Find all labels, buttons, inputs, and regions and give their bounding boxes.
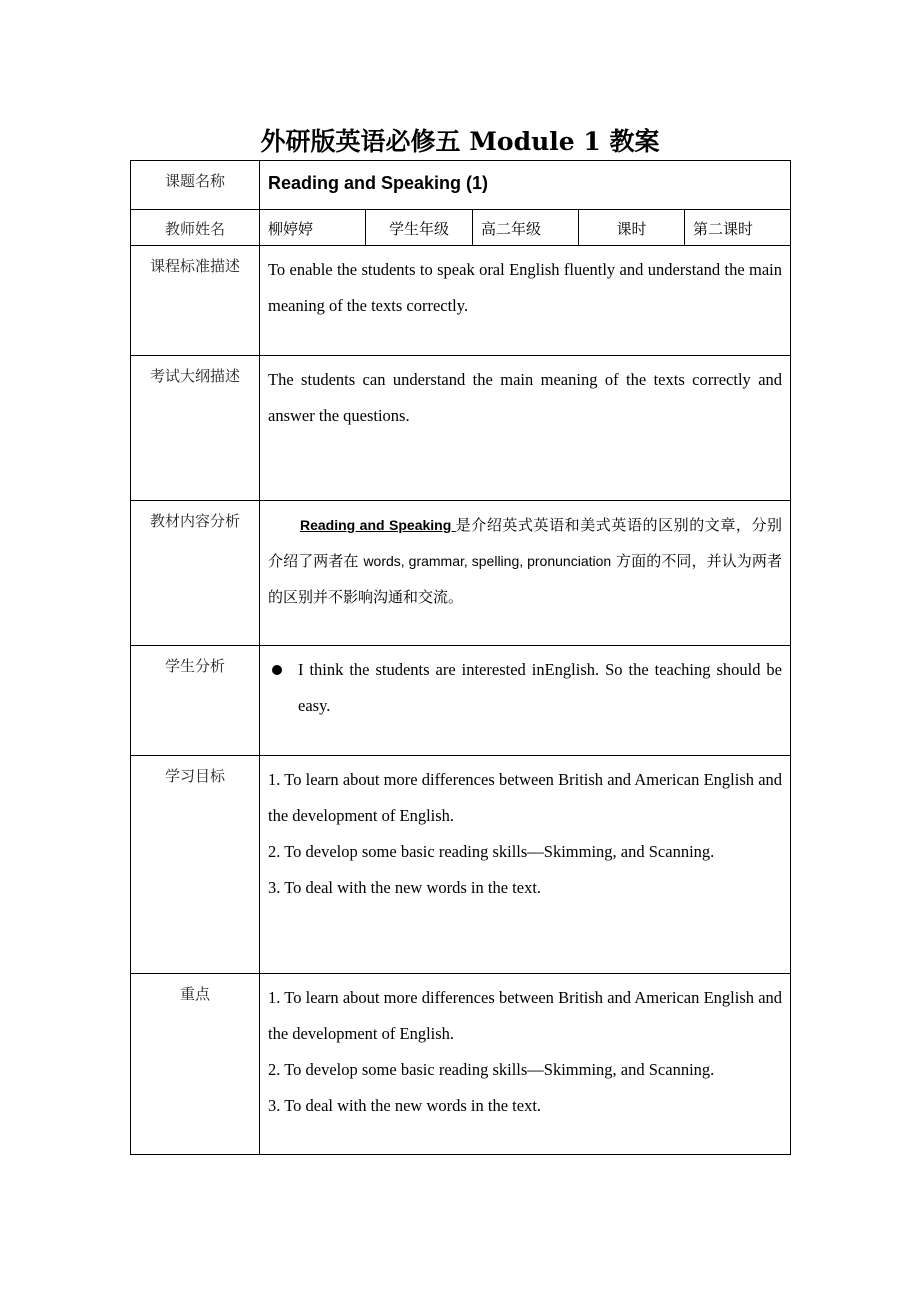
row-curriculum <box>131 246 791 356</box>
bullet-icon <box>272 665 282 675</box>
teacher-value: 柳婷婷 <box>260 210 366 246</box>
key-point-item: 1. To learn about more differences between British and American English and the development of English. <box>268 988 783 1043</box>
row-key-points <box>131 974 791 1155</box>
period-value: 第二课时 <box>685 210 791 246</box>
exam-label: 考试大纲描述 <box>131 356 260 501</box>
material-text <box>260 501 791 646</box>
material-label: 教材内容分析 <box>131 501 260 646</box>
row-exam <box>131 356 791 501</box>
grade-label: 学生年级 <box>366 210 473 246</box>
objective-item: 1. To learn about more differences between British and American English and the development of English. <box>268 770 783 825</box>
material-desc-1: 是介绍英式英语和美式英语的区别的文章，分别介绍了两者在 <box>268 516 783 570</box>
objective-item: 2. To develop some basic reading skills—Skimming, and Scanning. <box>268 842 715 861</box>
key-points-label: 重点 <box>131 974 260 1155</box>
material-aspects: words, grammar, spelling, pronunciation <box>363 553 612 569</box>
curriculum-label: 课程标准描述 <box>131 246 260 356</box>
lesson-plan-table <box>130 160 791 1155</box>
document-title: 外研版英语必修五 Module 1 教案 <box>260 127 660 156</box>
row-students <box>131 646 791 756</box>
topic-value: Reading and Speaking (1) <box>260 161 791 210</box>
row-info <box>131 210 791 246</box>
row-objectives <box>131 756 791 974</box>
curriculum-text: To enable the students to speak oral English fluently and understand the main meaning of the texts correctly. <box>260 246 791 356</box>
key-point-item: 3. To deal with the new words in the text. <box>268 1096 542 1115</box>
teacher-label: 教师姓名 <box>131 210 260 246</box>
row-topic <box>131 161 791 210</box>
material-title: Reading and Speaking <box>300 517 456 533</box>
students-text: I think the students are interested inEnglish. So the teaching should be easy. <box>298 660 783 715</box>
material-desc-2: 方面的不同，并认为两者的区别并不影响沟通和交流。 <box>268 552 782 606</box>
period-label: 课时 <box>579 210 685 246</box>
key-point-item: 2. To develop some basic reading skills—Skimming, and Scanning. <box>268 1060 715 1079</box>
grade-value: 高二年级 <box>473 210 579 246</box>
row-material <box>131 501 791 646</box>
exam-text: The students can understand the main meaning of the texts correctly and answer the questions. <box>260 356 791 501</box>
students-label: 学生分析 <box>131 646 260 756</box>
objectives-label: 学习目标 <box>131 756 260 974</box>
objective-item: 3. To deal with the new words in the text. <box>268 878 542 897</box>
topic-label: 课题名称 <box>131 161 260 210</box>
